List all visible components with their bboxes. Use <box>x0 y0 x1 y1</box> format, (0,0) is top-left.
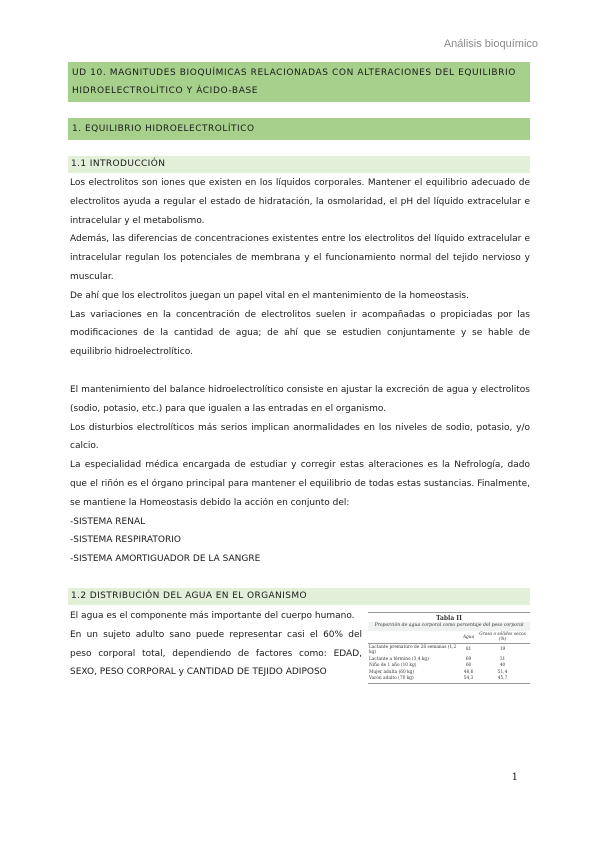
paragraph: El agua es el componente más importante del cuerpo humano. <box>70 611 355 621</box>
table-row <box>368 663 530 670</box>
table-cell-water: 60 <box>465 663 472 669</box>
table-cell-fat: 45,7 <box>475 676 530 683</box>
table-body <box>368 631 530 684</box>
unit-title: UD 10. MAGNITUDES BIOQUÍMICAS RELACIONADAS CON ALTERACIONES DEL EQUILIBRIO HIDROELECTROLÍTICO Y ÁCIDO-BASE <box>68 62 530 102</box>
table-row <box>368 676 530 683</box>
list-item: -SISTEMA AMORTIGUADOR DE LA SANGRE <box>70 554 261 565</box>
water-text <box>70 607 362 682</box>
balance-text <box>70 381 530 569</box>
list-item: -SISTEMA RENAL <box>70 516 146 527</box>
subsection-heading-water: 1.2 DISTRIBUCIÓN DEL AGUA EN EL ORGANISMO <box>68 588 530 605</box>
table-header-row <box>368 631 530 644</box>
table-cell-water: 48,6 <box>463 669 474 675</box>
table-header-fat: Grasa o sólidos secos (%) <box>475 631 530 644</box>
table-row <box>368 669 530 676</box>
running-header: Análisis bioquímico <box>443 38 538 50</box>
intro-text <box>70 174 530 362</box>
table-cell-water: 54,3 <box>463 676 474 682</box>
table-caption: Proporción de agua corporal como porcentaje del peso corporal <box>368 622 530 631</box>
table-header-empty <box>368 631 462 644</box>
paragraph: De ahí que los electrolitos juegan un papel vital en el mantenimiento de la homeostasis. <box>70 290 469 301</box>
table-row <box>368 644 530 657</box>
paragraph: Las variaciones en la concentración de electrolitos suelen ir acompañadas o propiciadas por las modificaciones de la cantidad de agua; de ahí que se estudien conjuntamente y se hable de equilibrio hidroelectrolítico. <box>70 309 530 358</box>
table-cell-label: Varón adulto (70 kg) <box>368 676 462 683</box>
list-item: -SISTEMA RESPIRATORIO <box>70 535 181 546</box>
paragraph: El mantenimiento del balance hidroelectrolítico consiste en ajustar la excreción de agua y electrolitos (sodio, potasio, etc.) para que igualen a las entradas en el organismo. <box>70 385 530 414</box>
water-proportion-table <box>368 612 530 684</box>
table-cell-fat: 31 <box>499 656 506 662</box>
table-cell-fat: 19 <box>499 647 506 653</box>
table-cell-label: Mujer adulta (60 kg) <box>369 669 415 675</box>
table-cell-fat: 51,4 <box>497 669 508 675</box>
page-number: 1 <box>511 772 518 783</box>
table-cell-label: Lactante a término (3,4 kg) <box>369 656 429 662</box>
paragraph: Los electrolitos son iones que existen en los líquidos corporales. Mantener el equilibrio adecuado de electrolitos ayuda a regular el estado de hidratación, la osmolaridad, el pH del líquido extracelular e intracelular y el metabolismo. <box>70 178 530 226</box>
section-heading: 1. EQUILIBRIO HIDROELECTROLÍTICO <box>68 118 530 140</box>
subsection-heading-intro: 1.1 INTRODUCCIÓN <box>68 156 530 173</box>
table-title: Tabla II <box>436 615 462 622</box>
table-cell-water: 81 <box>465 647 472 653</box>
paragraph: Además, las diferencias de concentraciones existentes entre los electrolitos del líquido extracelular e intracelular regulan los potenciales de membrana y el funcionamiento normal del tejido nervioso y muscular. <box>70 234 530 282</box>
table-cell-label: Niño de 1 año (10 kg) <box>369 663 417 669</box>
table-row <box>368 656 530 663</box>
paragraph: La especialidad médica encargada de estudiar y corregir estas alteraciones es la Nefrología, dado que el riñón es el órgano principal para mantener el equilibrio de todas estas sustancias. Finalmente, se mantiene la Homeostasis debido la acción en conjunto del: <box>70 460 530 508</box>
paragraph: Los disturbios electrolíticos más serios implican anormalidades en los niveles de sodio, potasio, y/o calcio. <box>70 422 530 452</box>
table-header-water: Agua <box>462 631 475 644</box>
table-cell-label: Lactante prematuro de 28 semanas (1,2 kg) <box>369 644 457 656</box>
table-cell-fat: 40 <box>499 663 506 669</box>
paragraph: En un sujeto adulto sano puede representar casi el 60% del peso corporal total, dependiendo de factores como: EDAD, SEXO, PESO CORPORAL y CANTIDAD DE TEJIDO ADIPOSO <box>70 629 362 678</box>
table-cell-water: 69 <box>465 656 472 662</box>
